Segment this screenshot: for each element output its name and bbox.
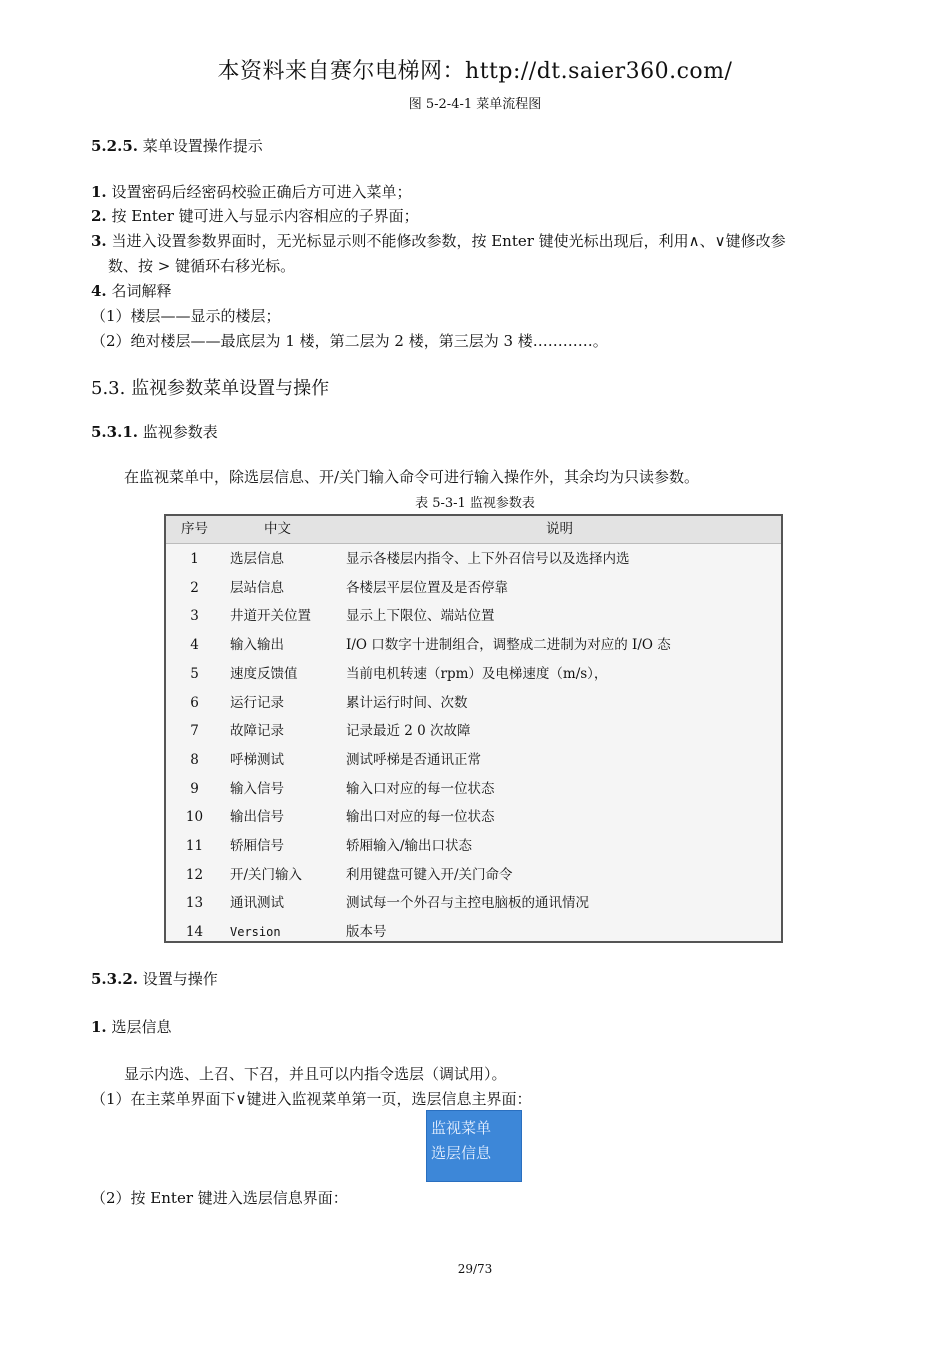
table-row [166,602,781,631]
table-row [166,918,781,947]
row-description: I/O 口数字十进制组合，调整成二进制为对应的 I/O 态 [346,637,671,654]
row-name: 输出信号 [230,809,284,826]
section-number: 5.2.5. [91,137,138,155]
table-row [166,631,781,660]
row-name: 开/关门输入 [230,866,303,883]
row-description: 输入口对应的每一位状态 [346,780,495,797]
row-description: 各楼层平层位置及是否停靠 [346,579,508,596]
header-chinese: 中文 [264,521,291,537]
table-header [166,516,781,544]
header-index: 序号 [181,521,208,537]
table-row [166,889,781,918]
row-index: 13 [185,895,204,912]
row-name: 输入输出 [230,637,284,654]
row-index: 8 [190,751,199,768]
definition-1: （1）楼层——显示的楼层； [91,307,281,325]
figure-caption: 图 5-2-4-1 菜单流程图 [408,97,542,112]
lcd-screen [426,1110,522,1182]
table-row [166,574,781,603]
row-index: 4 [190,637,199,654]
tip-item-3: 3. 当进入设置参数界面时，无光标显示则不能修改参数，按 Enter 键使光标出现后，利用∧、∨键修改参 [91,232,786,250]
table-row [166,717,781,746]
row-index: 9 [190,780,199,797]
row-description: 测试呼梯是否通讯正常 [346,751,481,768]
floor-select-desc: 显示内选、上召、下召，并且可以内指令选层（调试用）。 [124,1065,507,1083]
section-5-3-2-heading: 5.3.2. 设置与操作 [91,970,218,988]
row-name: 层站信息 [230,579,284,596]
row-index: 1 [190,551,199,567]
tip-item-1: 1. 设置密码后经密码校验正确后方可进入菜单； [91,183,412,201]
table-row [166,660,781,689]
monitor-intro: 在监视菜单中，除选层信息、开/关门输入命令可进行输入操作外，其余均为只读参数。 [124,468,700,486]
row-description: 记录最近 2 0 次故障 [346,723,471,740]
row-index: 10 [185,809,204,826]
row-index: 6 [190,694,199,711]
lcd-line-2: 选层信息 [431,1144,492,1162]
table-row [166,861,781,890]
row-index: 2 [190,579,199,596]
section-5-2-5-heading [91,135,263,156]
step-1: （1）在主菜单界面下∨键进入监视菜单第一页，选层信息主界面： [91,1090,532,1108]
row-name: 运行记录 [230,694,284,711]
row-description: 显示各楼层内指令、上下外召信号以及选择内选 [346,551,630,567]
row-index: 11 [185,838,204,854]
definition-2: （2）绝对楼层——最底层为 1 楼，第二层为 2 楼，第三层为 3 楼…………。 [91,332,608,350]
lcd-line-1: 监视菜单 [431,1119,492,1137]
row-description: 输出口对应的每一位状态 [346,809,495,826]
row-index: 7 [190,723,199,740]
row-name: 选层信息 [230,551,284,567]
source-header: 本资料来自赛尔电梯网：http://dt.saier360.com/ [217,59,733,84]
section-title: 菜单设置操作提示 [142,137,263,155]
row-name: 速度反馈值 [230,665,298,682]
row-index: 12 [185,866,204,883]
table-row [166,746,781,775]
row-name: 通讯测试 [230,895,284,912]
item-floor-select-heading: 1. 选层信息 [91,1018,172,1036]
row-description: 显示上下限位、端站位置 [346,608,495,625]
tip-item-2: 2. 按 Enter 键可进入与显示内容相应的子界面； [91,207,419,225]
page-number: 29/73 [457,1262,493,1276]
step-2: （2）按 Enter 键进入选层信息界面： [91,1189,348,1207]
header-description: 说明 [546,521,573,537]
row-name: 井道开关位置 [230,608,311,625]
table-row [166,775,781,804]
row-name: 呼梯测试 [230,751,284,768]
row-description: 当前电机转速（rpm）及电梯速度（m/s）， [346,665,608,682]
row-index: 3 [190,608,199,625]
row-description: 版本号 [346,924,387,941]
row-description: 轿厢输入/输出口状态 [346,838,473,854]
row-name: Version [230,925,281,940]
row-index: 14 [185,924,204,941]
row-name: 轿厢信号 [230,838,284,854]
table-caption: 表 5-3-1 监视参数表 [415,496,535,511]
row-description: 累计运行时间、次数 [346,694,468,711]
section-5-3-heading: 5.3. 监视参数菜单设置与操作 [91,378,330,399]
table-row [166,803,781,832]
row-name: 输入信号 [230,780,284,797]
row-index: 5 [190,665,199,682]
row-description: 测试每一个外召与主控电脑板的通讯情况 [346,895,589,912]
monitor-parameter-table [164,514,783,943]
section-5-3-1-heading: 5.3.1. 监视参数表 [91,423,218,441]
row-name: 故障记录 [230,723,284,740]
tip-item-3-cont: 数、按 > 键循环右移光标。 [108,257,296,275]
table-row [166,545,781,574]
table-row [166,689,781,718]
row-description: 利用键盘可键入开/关门命令 [346,866,513,883]
tip-item-4: 4. 名词解释 [91,282,172,300]
table-row [166,832,781,861]
